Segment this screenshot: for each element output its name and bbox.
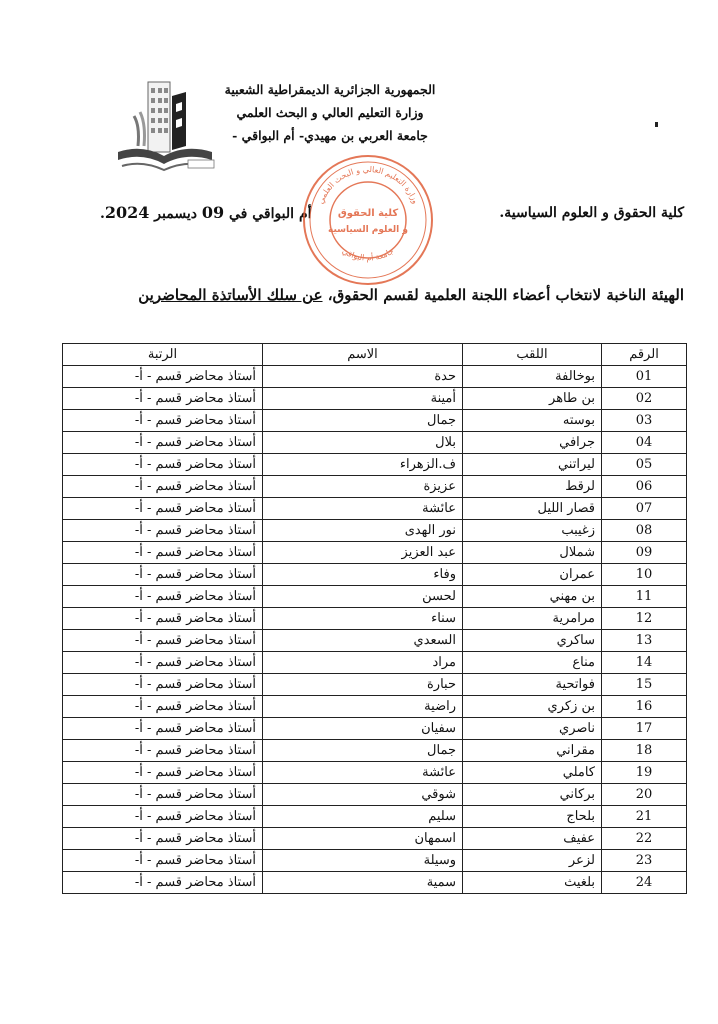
cell-first-name: سمية — [263, 872, 463, 894]
cell-last-name: زغيبب — [463, 520, 602, 542]
table-row — [63, 608, 687, 630]
table-row — [63, 432, 687, 454]
cell-number: 09 — [602, 542, 687, 564]
cell-rank: أستاذ محاضر قسم - أ- — [63, 410, 263, 432]
cell-last-name: فواتحية — [463, 674, 602, 696]
university-name: جامعة العربي بن مهيدي- أم البواقي - — [232, 128, 428, 143]
date-month: ديسمبر — [149, 206, 202, 222]
cell-first-name: حدة — [263, 366, 463, 388]
cell-rank: أستاذ محاضر قسم - أ- — [63, 586, 263, 608]
document-title — [138, 286, 684, 304]
table-row — [63, 520, 687, 542]
cell-rank: أستاذ محاضر قسم - أ- — [63, 652, 263, 674]
cell-first-name: نور الهدى — [263, 520, 463, 542]
cell-number: 12 — [602, 608, 687, 630]
cell-number: 01 — [602, 366, 687, 388]
title-main: الهيئة الناخبة لانتخاب أعضاء اللجنة العلمية لقسم الحقوق، — [322, 286, 684, 304]
cell-rank: أستاذ محاضر قسم - أ- — [63, 498, 263, 520]
cell-last-name: لرقط — [463, 476, 602, 498]
cell-rank: أستاذ محاضر قسم - أ- — [63, 564, 263, 586]
cell-last-name: ناصري — [463, 718, 602, 740]
date-day: 09 — [201, 203, 225, 222]
cell-first-name: وسيلة — [263, 850, 463, 872]
cell-number: 19 — [602, 762, 687, 784]
cell-first-name: لحسن — [263, 586, 463, 608]
cell-first-name: بلال — [263, 432, 463, 454]
table-row — [63, 586, 687, 608]
cell-rank: أستاذ محاضر قسم - أ- — [63, 762, 263, 784]
header-rank: الرتبة — [63, 344, 263, 366]
table-row — [63, 366, 687, 388]
round-seal-icon — [298, 150, 438, 290]
cell-first-name: عبد العزيز — [263, 542, 463, 564]
cell-rank: أستاذ محاضر قسم - أ- — [63, 718, 263, 740]
table-row — [63, 674, 687, 696]
cell-rank: أستاذ محاضر قسم - أ- — [63, 696, 263, 718]
faculty-name: كلية الحقوق و العلوم السياسية. — [499, 205, 684, 221]
cell-last-name: بن طاهر — [463, 388, 602, 410]
cell-first-name: جمال — [263, 410, 463, 432]
table-row — [63, 762, 687, 784]
cell-last-name: عفيف — [463, 828, 602, 850]
cell-first-name: وفاء — [263, 564, 463, 586]
cell-last-name: شملال — [463, 542, 602, 564]
table-row — [63, 784, 687, 806]
cell-last-name: عمران — [463, 564, 602, 586]
cell-first-name: أمينة — [263, 388, 463, 410]
cell-last-name: لزعر — [463, 850, 602, 872]
university-logo-icon — [112, 76, 218, 180]
cell-number: 06 — [602, 476, 687, 498]
cell-last-name: بلحاج — [463, 806, 602, 828]
cell-number: 14 — [602, 652, 687, 674]
cell-number: 24 — [602, 872, 687, 894]
cell-last-name: قصار الليل — [463, 498, 602, 520]
cell-last-name: بلغيث — [463, 872, 602, 894]
table-row — [63, 476, 687, 498]
cell-first-name: عائشة — [263, 762, 463, 784]
table-row — [63, 718, 687, 740]
cell-number: 21 — [602, 806, 687, 828]
table-row — [63, 564, 687, 586]
cell-last-name: بن مهني — [463, 586, 602, 608]
cell-last-name: بن زكري — [463, 696, 602, 718]
seal-center-line2: و العلوم السياسية — [328, 225, 408, 235]
cell-rank: أستاذ محاضر قسم - أ- — [63, 542, 263, 564]
title-underlined: عن سلك الأساتذة المحاضرين — [138, 286, 323, 304]
cell-first-name: سليم — [263, 806, 463, 828]
cell-number: 03 — [602, 410, 687, 432]
cell-number: 13 — [602, 630, 687, 652]
table-row — [63, 542, 687, 564]
cell-rank: أستاذ محاضر قسم - أ- — [63, 608, 263, 630]
cell-last-name: بوخالفة — [463, 366, 602, 388]
letterhead — [200, 78, 460, 147]
cell-rank: أستاذ محاضر قسم - أ- — [63, 872, 263, 894]
cell-last-name: ليراتني — [463, 454, 602, 476]
cell-first-name: حبارة — [263, 674, 463, 696]
cell-number: 10 — [602, 564, 687, 586]
cell-number: 17 — [602, 718, 687, 740]
table-row — [63, 652, 687, 674]
table-header-row — [63, 344, 687, 366]
cell-rank: أستاذ محاضر قسم - أ- — [63, 784, 263, 806]
cell-first-name: عزيزة — [263, 476, 463, 498]
table-row — [63, 388, 687, 410]
table-row — [63, 872, 687, 894]
cell-rank: أستاذ محاضر قسم - أ- — [63, 366, 263, 388]
cell-rank: أستاذ محاضر قسم - أ- — [63, 630, 263, 652]
cell-rank: أستاذ محاضر قسم - أ- — [63, 454, 263, 476]
seal-center-line1: كلية الحقوق — [337, 208, 399, 219]
svg-text:جامعة أم البواقي — [341, 246, 396, 262]
cell-rank: أستاذ محاضر قسم - أ- — [63, 432, 263, 454]
cell-last-name: مقراني — [463, 740, 602, 762]
cell-first-name: عائشة — [263, 498, 463, 520]
cell-first-name: شوقي — [263, 784, 463, 806]
cell-number: 22 — [602, 828, 687, 850]
cell-number: 08 — [602, 520, 687, 542]
header-number: الرقم — [602, 344, 687, 366]
cell-last-name: جرافي — [463, 432, 602, 454]
cell-number: 20 — [602, 784, 687, 806]
cell-number: 11 — [602, 586, 687, 608]
cell-last-name: مرامرية — [463, 608, 602, 630]
cell-number: 23 — [602, 850, 687, 872]
cell-rank: أستاذ محاضر قسم - أ- — [63, 674, 263, 696]
svg-text:وزارة التعليم العالي و البحث ا — [316, 165, 420, 205]
cell-first-name: اسمهان — [263, 828, 463, 850]
cell-rank: أستاذ محاضر قسم - أ- — [63, 520, 263, 542]
cell-rank: أستاذ محاضر قسم - أ- — [63, 806, 263, 828]
cell-first-name: سفيان — [263, 718, 463, 740]
cell-first-name: سناء — [263, 608, 463, 630]
table-row — [63, 850, 687, 872]
table-row — [63, 454, 687, 476]
cell-first-name: جمال — [263, 740, 463, 762]
table-row — [63, 630, 687, 652]
cell-first-name: راضية — [263, 696, 463, 718]
scan-mark — [655, 122, 658, 127]
electoral-body-table — [62, 343, 687, 894]
cell-last-name: ساكري — [463, 630, 602, 652]
cell-number: 18 — [602, 740, 687, 762]
table-row — [63, 740, 687, 762]
cell-rank: أستاذ محاضر قسم - أ- — [63, 850, 263, 872]
seal-ring-bottom: جامعة أم البواقي — [340, 246, 396, 263]
cell-number: 16 — [602, 696, 687, 718]
place-and-date — [100, 203, 312, 222]
table-row — [63, 696, 687, 718]
cell-number: 05 — [602, 454, 687, 476]
cell-last-name: بركاني — [463, 784, 602, 806]
cell-number: 04 — [602, 432, 687, 454]
cell-number: 07 — [602, 498, 687, 520]
cell-rank: أستاذ محاضر قسم - أ- — [63, 740, 263, 762]
cell-last-name: كاملي — [463, 762, 602, 784]
seal-ring-top: وزارة التعليم العالي و البحث العلمي — [316, 164, 420, 206]
cell-rank: أستاذ محاضر قسم - أ- — [63, 388, 263, 410]
cell-first-name: السعدي — [263, 630, 463, 652]
table-row — [63, 410, 687, 432]
cell-rank: أستاذ محاضر قسم - أ- — [63, 828, 263, 850]
cell-number: 02 — [602, 388, 687, 410]
cell-last-name: بوسته — [463, 410, 602, 432]
header-last-name: اللقب — [463, 344, 602, 366]
republic-name: الجمهورية الجزائرية الديمقراطية الشعبية — [224, 82, 436, 97]
ministry-name: وزارة التعليم العالي و البحث العلمي — [236, 105, 424, 120]
date-prefix: أم البواقي في — [224, 206, 312, 222]
cell-last-name: مناع — [463, 652, 602, 674]
date-suffix: . — [100, 206, 105, 222]
table-row — [63, 498, 687, 520]
date-year: 2024 — [104, 203, 150, 222]
cell-rank: أستاذ محاضر قسم - أ- — [63, 476, 263, 498]
table-row — [63, 806, 687, 828]
cell-first-name: مراد — [263, 652, 463, 674]
header-first-name: الاسم — [263, 344, 463, 366]
cell-number: 15 — [602, 674, 687, 696]
table-row — [63, 828, 687, 850]
cell-first-name: ف.الزهراء — [263, 454, 463, 476]
